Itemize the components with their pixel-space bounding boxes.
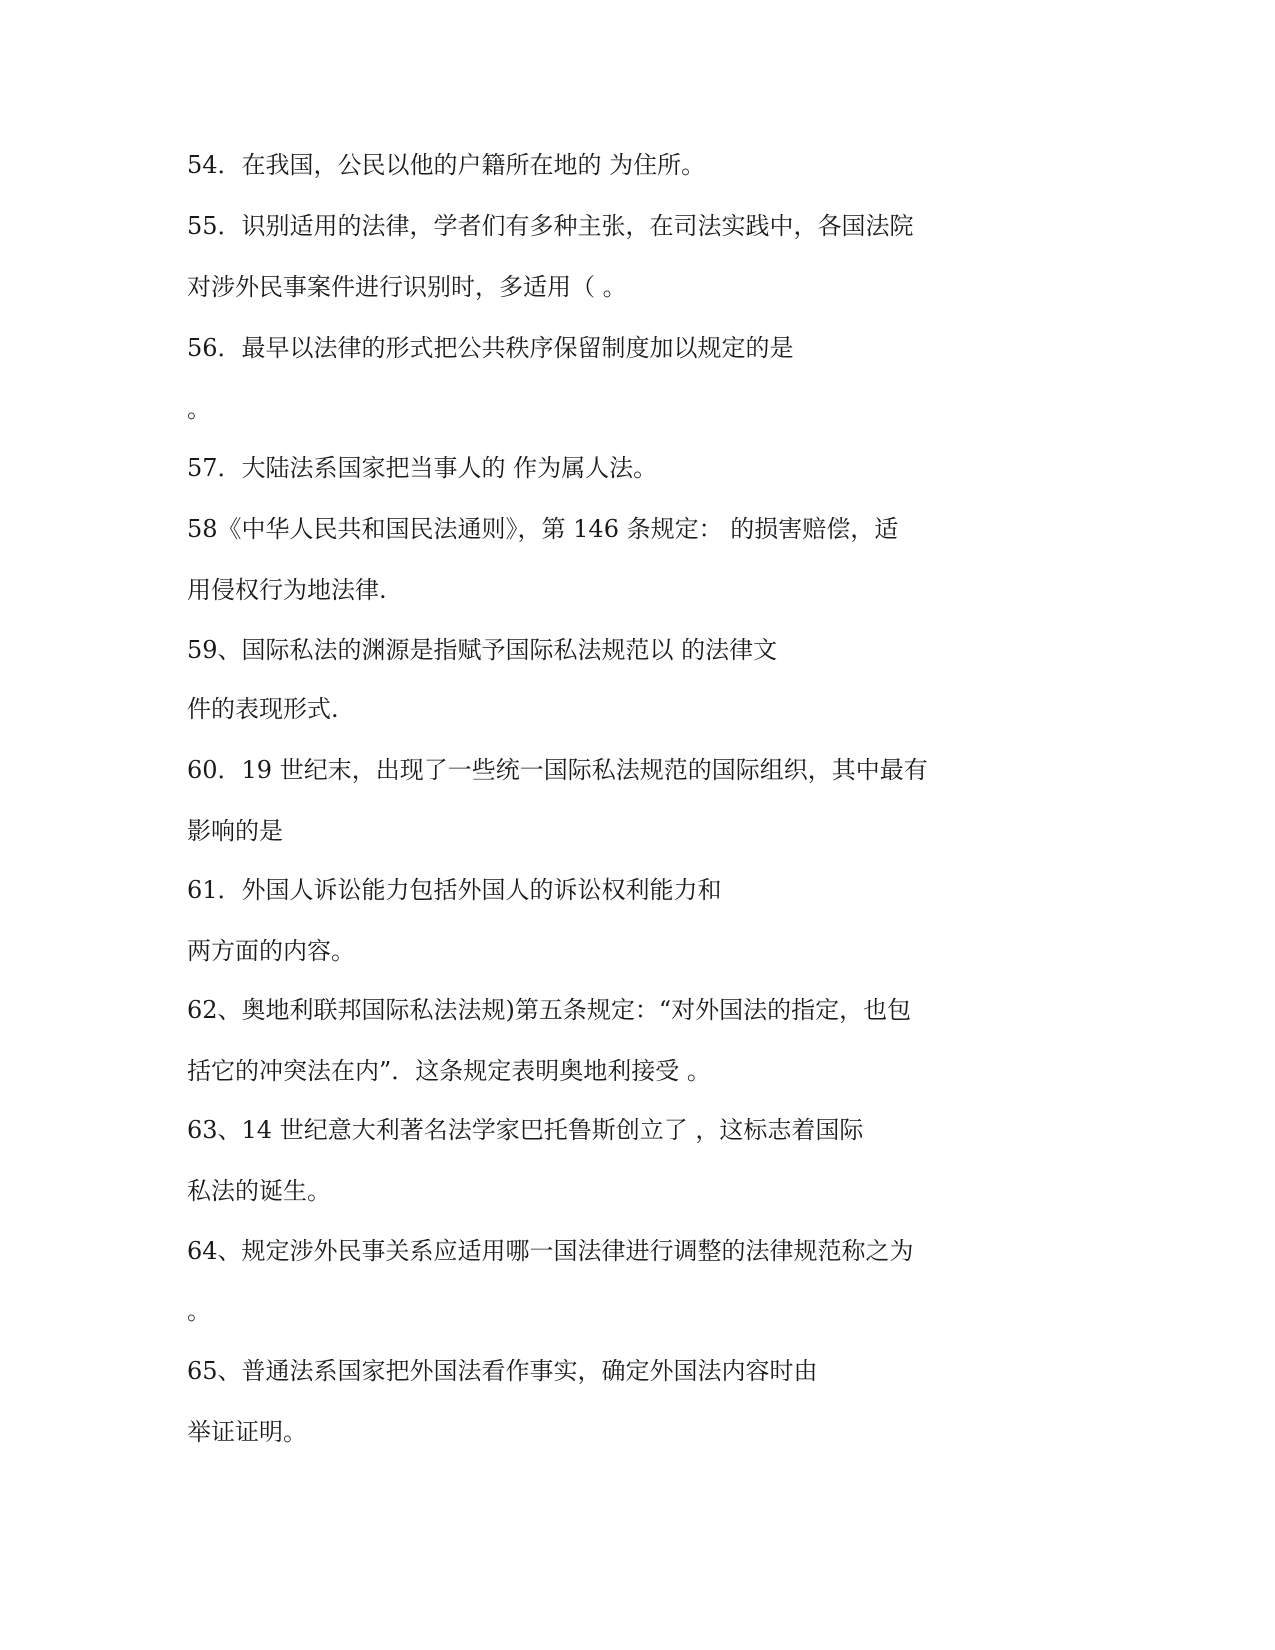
question-65-line-1: 65、普通法系国家把外国法看作事实，确定外国法内容时由 <box>187 1357 818 1385</box>
question-62-line-1: 62、奥地利联邦国际私法法规)第五条规定：“对外国法的指定，也包 <box>187 996 912 1024</box>
question-57-line-1: 57．大陆法系国家把当事人的 作为属人法。 <box>187 454 658 482</box>
question-56-line-2: 。 <box>187 395 211 423</box>
question-60-line-2: 影响的是 <box>187 817 283 845</box>
question-65-line-2: 举证证明。 <box>187 1418 307 1446</box>
question-56-line-1: 56．最早以法律的形式把公共秩序保留制度加以规定的是 <box>187 334 794 362</box>
question-55-line-2: 对涉外民事案件进行识别时，多适用（ 。 <box>187 273 627 301</box>
question-62-line-2: 括它的冲突法在内”．这条规定表明奥地利接受 。 <box>187 1057 711 1085</box>
question-63-line-2: 私法的诞生。 <box>187 1177 331 1205</box>
question-64-line-1: 64、规定涉外民事关系应适用哪一国法律进行调整的法律规范称之为 <box>187 1237 914 1265</box>
question-54-line-1: 54．在我国，公民以他的户籍所在地的 为住所。 <box>187 151 706 179</box>
question-63-line-1: 63、14 世纪意大利著名法学家巴托鲁斯创立了 ，这标志着国际 <box>187 1116 864 1144</box>
question-55-line-1: 55．识别适用的法律，学者们有多种主张，在司法实践中，各国法院 <box>187 212 914 240</box>
question-64-line-2: 。 <box>187 1297 211 1325</box>
question-59-line-1: 59、国际私法的渊源是指赋予国际私法规范以 的法律文 <box>187 636 778 664</box>
question-58-line-2: 用侵权行为地法律. <box>187 576 387 604</box>
question-60-line-1: 60．19 世纪末，出现了一些统一国际私法规范的国际组织，其中最有 <box>187 756 928 784</box>
question-61-line-2: 两方面的内容。 <box>187 937 355 965</box>
question-58-line-1: 58《中华人民共和国民法通则》，第 146 条规定： 的损害赔偿，适 <box>187 515 899 543</box>
question-59-line-2: 件的表现形式. <box>187 695 339 723</box>
question-61-line-1: 61．外国人诉讼能力包括外国人的诉讼权利能力和 <box>187 876 722 904</box>
